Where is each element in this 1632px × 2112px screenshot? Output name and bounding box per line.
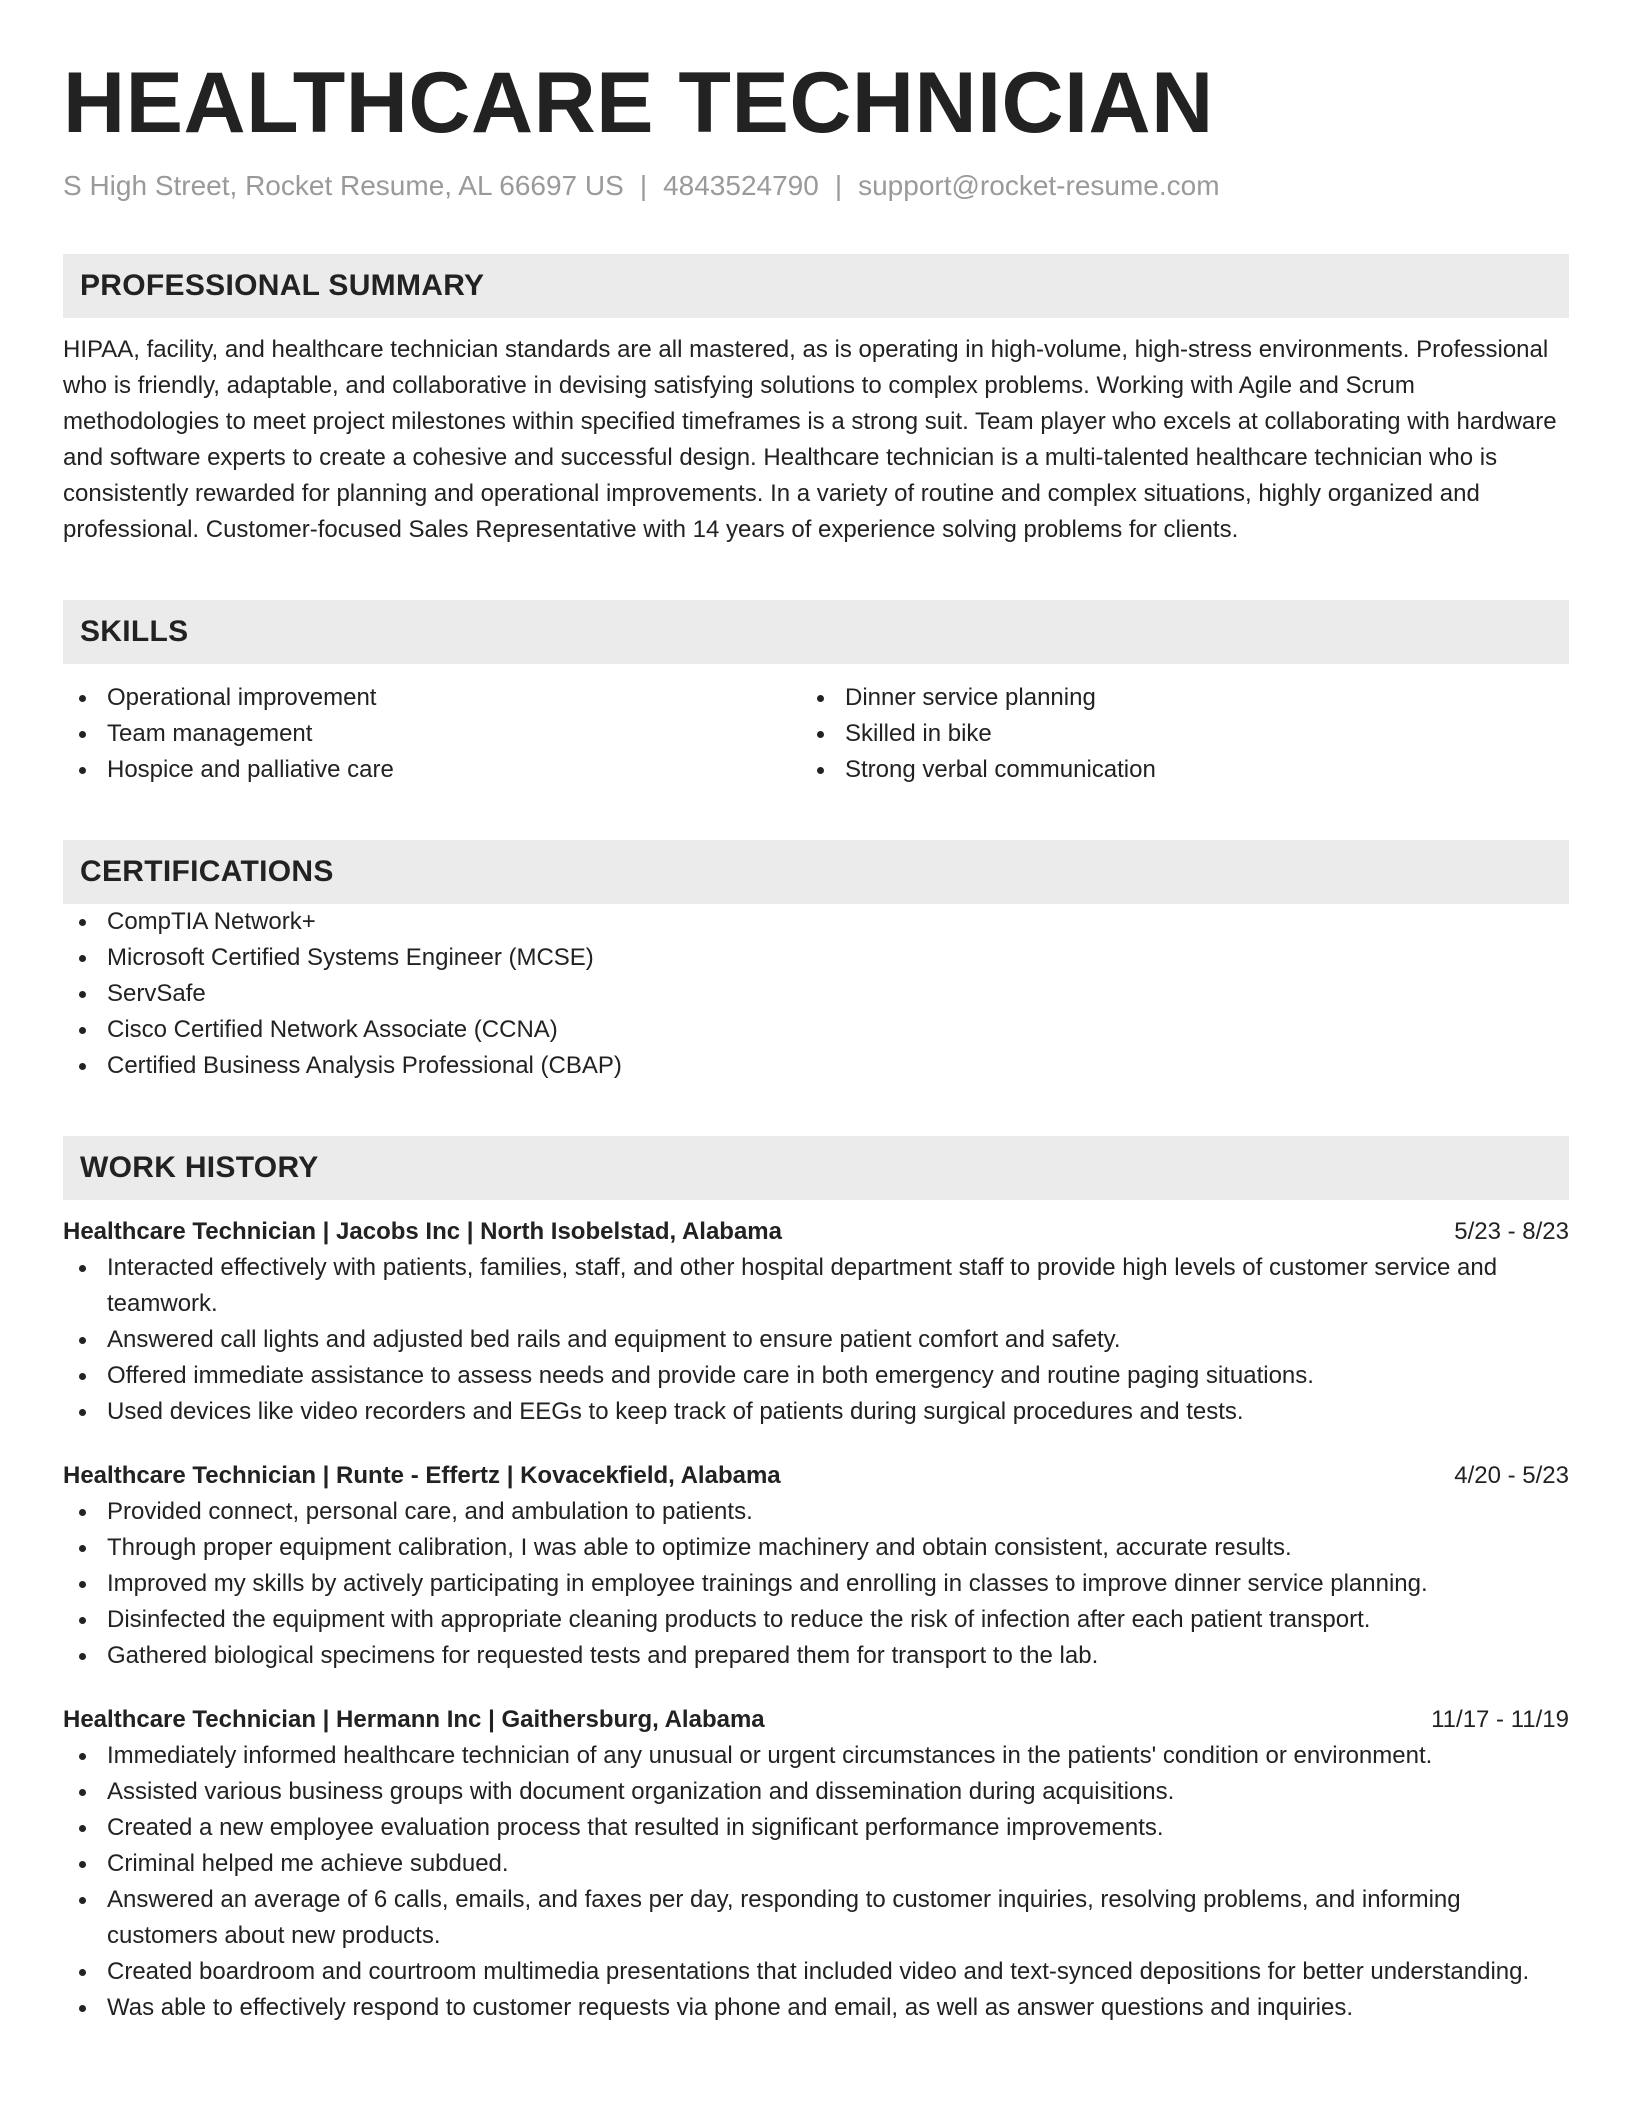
job-bullet: Assisted various business groups with document organization and dissemination during acquisitions. <box>63 1774 1569 1810</box>
job-header <box>63 1702 1569 1738</box>
job-bullet: Was able to effectively respond to customer requests via phone and email, as well as answer questions and inquiries. <box>63 1990 1569 2026</box>
skill-item: Team management <box>63 716 801 752</box>
job-bullet: Offered immediate assistance to assess needs and provide care in both emergency and routine paging situations. <box>63 1358 1569 1394</box>
job-header <box>63 1214 1569 1250</box>
certification-item: Microsoft Certified Systems Engineer (MCSE) <box>63 940 1569 976</box>
job-entry <box>63 1702 1569 2026</box>
section-header-certifications: CERTIFICATIONS <box>63 840 1569 904</box>
job-title: Healthcare Technician | Jacobs Inc | North Isobelstad, Alabama <box>63 1218 782 1245</box>
section-header-summary: PROFESSIONAL SUMMARY <box>63 254 1569 318</box>
resume-name: HEALTHCARE TECHNICIAN <box>63 55 1214 151</box>
job-bullet: Gathered biological specimens for requested tests and prepared them for transport to the lab. <box>63 1638 1569 1674</box>
contact-email: support@rocket-resume.com <box>858 170 1220 201</box>
certifications-list <box>63 904 1569 1084</box>
certification-item: ServSafe <box>63 976 1569 1012</box>
job-bullet: Through proper equipment calibration, I was able to optimize machinery and obtain consistent, accurate results. <box>63 1530 1569 1566</box>
summary-text: HIPAA, facility, and healthcare technician standards are all mastered, as is operating in high-volume, high-stress environments. Professional who is friendly, adaptable, and collaborative in devising satisfying solutions to complex problems. Working with Agile and Scrum methodologies to meet project milestones within specified timeframes is a strong suit. Team player who excels at collaborating with hardware and software experts to create a cohesive and successful design. Healthcare technician is a multi-talented healthcare technician who is consistently rewarded for planning and operational improvements. In a variety of routine and complex situations, highly organized and professional. Customer-focused Sales Representative with 14 years of experience solving problems for clients. <box>63 336 1557 543</box>
certification-item: Certified Business Analysis Professional (CBAP) <box>63 1048 1569 1084</box>
section-header-skills: SKILLS <box>63 600 1569 664</box>
certification-item: CompTIA Network+ <box>63 904 1569 940</box>
job-entry <box>63 1214 1569 1430</box>
job-dates: 11/17 - 11/19 <box>1431 1706 1569 1733</box>
job-bullet: Immediately informed healthcare technician of any unusual or urgent circumstances in the patients' condition or environment. <box>63 1738 1569 1774</box>
certification-item: Cisco Certified Network Associate (CCNA) <box>63 1012 1569 1048</box>
contact-phone: 4843524790 <box>663 170 819 201</box>
job-dates: 5/23 - 8/23 <box>1454 1218 1569 1245</box>
job-title: Healthcare Technician | Hermann Inc | Gaithersburg, Alabama <box>63 1706 765 1733</box>
job-bullet: Created a new employee evaluation process that resulted in significant performance improvements. <box>63 1810 1569 1846</box>
job-bullet: Answered an average of 6 calls, emails, and faxes per day, responding to customer inquiries, resolving problems, and informing customers about new products. <box>63 1882 1569 1954</box>
skills-list <box>63 680 1569 788</box>
skill-item: Operational improvement <box>63 680 801 716</box>
job-dates: 4/20 - 5/23 <box>1454 1462 1569 1489</box>
skill-item: Skilled in bike <box>801 716 1539 752</box>
job-bullets <box>63 1250 1569 1430</box>
job-title: Healthcare Technician | Runte - Effertz | Kovacekfield, Alabama <box>63 1462 781 1489</box>
job-bullet: Answered call lights and adjusted bed rails and equipment to ensure patient comfort and safety. <box>63 1322 1569 1358</box>
job-bullets <box>63 1738 1569 2026</box>
job-entry <box>63 1458 1569 1674</box>
job-bullet: Interacted effectively with patients, families, staff, and other hospital department staff to provide high levels of customer service and teamwork. <box>63 1250 1569 1322</box>
skills-column-right <box>801 680 1539 788</box>
skill-item: Dinner service planning <box>801 680 1539 716</box>
job-bullets <box>63 1494 1569 1674</box>
contact-separator: | <box>639 170 648 201</box>
job-header <box>63 1458 1569 1494</box>
section-header-work-history: WORK HISTORY <box>63 1136 1569 1200</box>
contact-address: S High Street, Rocket Resume, AL 66697 US <box>63 170 624 201</box>
job-bullet: Provided connect, personal care, and ambulation to patients. <box>63 1494 1569 1530</box>
skill-item: Strong verbal communication <box>801 752 1539 788</box>
skill-item: Hospice and palliative care <box>63 752 801 788</box>
job-bullet: Disinfected the equipment with appropriate cleaning products to reduce the risk of infection after each patient transport. <box>63 1602 1569 1638</box>
job-bullet: Criminal helped me achieve subdued. <box>63 1846 1569 1882</box>
job-bullet: Improved my skills by actively participating in employee trainings and enrolling in classes to improve dinner service planning. <box>63 1566 1569 1602</box>
contact-separator: | <box>834 170 843 201</box>
job-bullet: Created boardroom and courtroom multimedia presentations that included video and text-synced depositions for better understanding. <box>63 1954 1569 1990</box>
job-bullet: Used devices like video recorders and EEGs to keep track of patients during surgical procedures and tests. <box>63 1394 1569 1430</box>
skills-column-left <box>63 680 801 788</box>
contact-line <box>63 168 1569 204</box>
